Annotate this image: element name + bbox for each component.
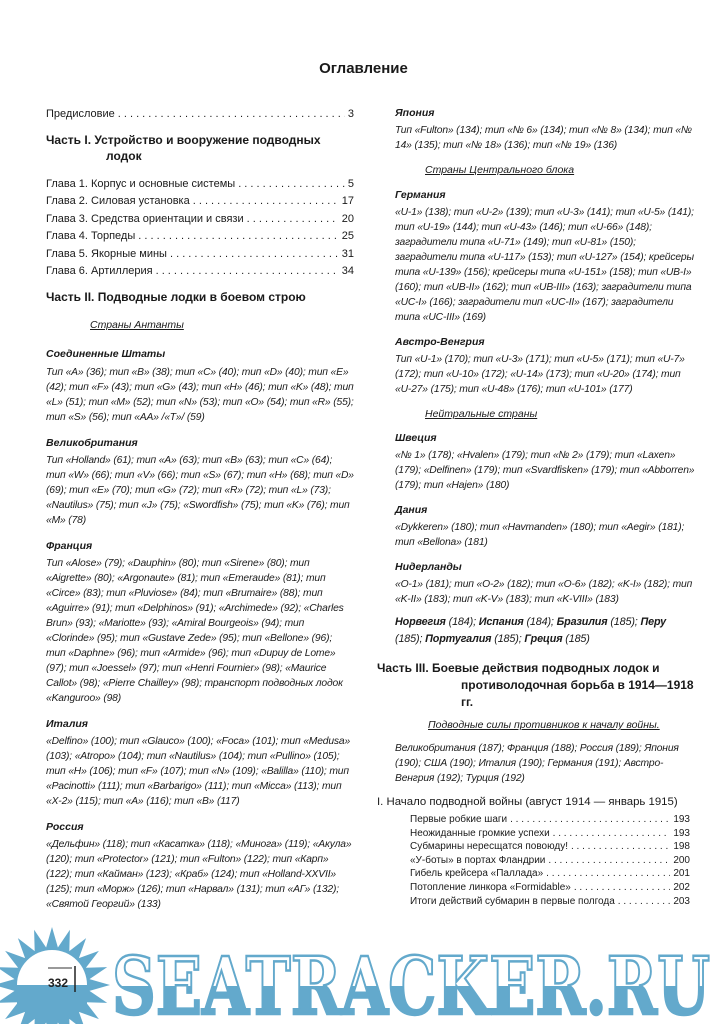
country-russia-entries: «Дельфин» (118); тип «Касатка» (118); «Минога» (119); «Акула» (120); тип «Protector» (121); тип «Fulton» (122); тип «Карп» (122); тип «Кайман» (123); «Краб» (124); тип «Holland-XXVII» (125); тип «Морж» (126); тип «Нарвал» (131); тип «АГ» (132); «Святой Георгий» (133) (46, 839, 352, 911)
entry-label: Итоги действий субмарин в первые полгода (410, 895, 615, 907)
watermark-text: SEATRACKER.RU (112, 939, 710, 1024)
entry-label: Глава 1. Корпус и основные системы (46, 178, 236, 190)
section-1-heading[interactable]: I. Начало подводной войны (август 1914 — январь 1915) (377, 796, 678, 808)
group-heading-forces: Подводные силы противников к началу войны. (428, 719, 660, 731)
leader-dots (170, 246, 339, 262)
leader-dots (238, 176, 345, 192)
country-netherlands: Нидерланды (395, 561, 462, 573)
country-name: Бразилия (556, 616, 608, 628)
country-austria-entries: Тип «U-1» (170); тип «U-3» (171); тип «U-5» (171); тип «U-7» (172); тип «U-10» (172); «U-14» (173); тип «U-20» (174); тип «U-27» (175); тип «U-48» (176); тип «U-101» (177) (395, 354, 685, 395)
entry-label: «У-боты» в портах Фландрии (410, 854, 546, 866)
toc-entry-preface[interactable] (46, 106, 354, 122)
toc-entry-chapter[interactable] (46, 211, 354, 228)
country-italy: Италия (46, 718, 88, 731)
page-number: 332 (48, 976, 69, 990)
leader-dots (548, 854, 670, 868)
entry-label: Глава 3. Средства ориентации и связи (46, 212, 244, 225)
leader-dots (193, 193, 339, 209)
section-1-list (410, 813, 690, 908)
entry-page: 20 (341, 212, 354, 225)
entry-label: Неожиданные громкие успехи (410, 827, 550, 839)
country-name: Греция (524, 633, 563, 645)
entry-page: 17 (341, 195, 354, 208)
toc-entry-chapter[interactable] (46, 176, 354, 193)
part-title-line: лодок (106, 149, 142, 163)
entry-label: Субмарины нересщатся повоюду! (410, 841, 568, 853)
leader-dots (247, 211, 339, 227)
group-heading-entente: Страны Антанты (90, 319, 184, 332)
country-page: (185); (610, 616, 638, 628)
toc-entry-chapter[interactable] (46, 228, 354, 245)
leader-dots (574, 881, 670, 895)
country-france-entries: Тип «Alose» (79); «Dauphin» (80); тип «Sirene» (80); тип «Aigrette» (80); «Argonaute» (81); тип «Emeraude» (81); тип «Circe» (83); тип «Pluviose» (84); тип «Brumaire» (88); тип «Aguirre» (91); тип «Delphinos» (91); «Archimede» (92); «Charles Brun» (93); «Mariotte» (93); «Amiral Bourgeois» (94); тип «Clorinde» (95); тип «Gustave Zede» (95); тип «Bellone» (96); тип «Daphne» (96); тип «Armide» (96); тип «Dupuy de Lome» (97); тип «Joessel» (97); тип «Henri Fournier» (98); «Maurice Callot» (98); «Pierre Chailley» (98); транспорт подводных лодок «Kanguroo» (98) (46, 558, 344, 705)
country-france: Франция (46, 540, 93, 553)
country-sweden: Швеция (395, 432, 437, 444)
leader-dots (553, 827, 671, 841)
right-column (377, 106, 695, 908)
toc-entry[interactable] (410, 854, 690, 868)
toc-entry[interactable] (410, 881, 690, 895)
toc-entry-chapter[interactable] (46, 263, 354, 280)
group-heading-central: Страны Центрального блока (425, 164, 575, 176)
chapter-list (46, 176, 354, 280)
other-neutral-countries (395, 614, 695, 648)
leader-dots (156, 263, 339, 279)
toc-entry[interactable] (410, 827, 690, 841)
entry-page: 34 (341, 264, 354, 277)
country-germany-entries: «U-1» (138); тип «U-2» (139); тип «U-3» (141); тип «U-5» (141); тип «U-19» (144); тип «U-43» (146); тип «U-66» (148); заградители типа «U-71» (149); тип «U-81» (150); заградители типа «U-117» (153); тип «U-127» (154); крейсеры типа «U-139» (156); крейсеры типа «U-151» (158); тип «UB-I» (160); тип «UB-II» (162); тип «UB-III» (163); заградители типа «UC-I» (166); заградители тип «UC-II» (167); заградители типа «UC-III» (169) (395, 207, 694, 323)
country-name: Перу (640, 616, 666, 628)
entry-page: 198 (673, 841, 690, 853)
country-page: (185); (494, 633, 522, 645)
entry-label: Глава 6. Артиллерия (46, 264, 153, 277)
entry-page: 193 (673, 814, 690, 825)
part-title-line: Часть III. Боевые действия подводных лодок и (377, 661, 660, 675)
entry-label: Предисловие (46, 108, 115, 120)
toc-entry-chapter[interactable] (46, 246, 354, 263)
country-usa-entries: Тип «A» (36); тип «B» (38); тип «C» (40); тип «D» (40); тип «E» (42); тип «F» (43); тип «G» (43); тип «H» (46); тип «K» (48); тип «L» (51); тип «M» (52); тип «N» (53); тип «O» (54); тип «R» (55); тип «S» (56); тип «AA» /«T»/ (59) (46, 367, 354, 424)
entry-label: Потопление линкора «Formidable» (410, 881, 571, 893)
entry-page: 3 (347, 108, 354, 120)
country-russia: Россия (46, 821, 84, 834)
part-3-heading[interactable] (377, 660, 695, 711)
leader-dots (118, 106, 345, 122)
entry-label: Гибель крейсера «Паллада» (410, 868, 544, 880)
country-page: (184); (448, 616, 476, 628)
country-italy-entries: «Delfino» (100); тип «Glauco» (100); «Foca» (101); тип «Medusa» (103); «Atropo» (104); тип «Nautilus» (104); тип «Pullino» (105); тип «H» (106); тип «F» (107); тип «N» (109); «Balilla» (110); тип «Pacinotti» (111); тип «Barbarigo» (111); тип «Micca» (113); тип «X-2» (115); тип «A» (116); тип «B» (117) (46, 736, 351, 808)
entry-page: 193 (673, 827, 690, 839)
country-uk-entries: Тип «Holland» (61); тип «A» (63); тип «B» (63); тип «C» (64); тип «W» (66); тип «V» (66); тип «S» (67); тип «H» (68); тип «D» (69); тип «E» (70); тип «G» (72); тип «R» (72); тип «L» (73); «Nautilus» (75); тип «J» (75); «Swordfish» (75); тип «K» (76); тип «M» (78) (46, 455, 354, 527)
country-denmark: Дания (395, 504, 428, 516)
toc-entry-chapter[interactable] (46, 193, 354, 210)
country-sweden-entries: «№ 1» (178); «Hvalen» (179); тип «№ 2» (179); тип «Laxen» (179); «Delfinen» (179); тип «Svardfisken» (179); тип «Abborren» (179); тип «Hajen» (180) (395, 450, 695, 491)
group-heading-neutral: Нейтральные страны (425, 408, 538, 420)
leader-dots (510, 813, 670, 827)
country-japan: Япония (395, 107, 435, 119)
part-title-line: противолодочная борьба в 1914—1918 гг. (461, 678, 694, 709)
left-column (46, 106, 354, 912)
watermark-overlay (0, 900, 727, 1024)
leader-dots (546, 867, 670, 881)
country-page: (185) (565, 633, 590, 645)
forces-entries: Великобритания (187); Франция (188); Россия (189); Япония (190); США (190); Италия (190); Германия (191); Австро-Венгрия (192); Турция (192) (395, 743, 679, 784)
part-2-heading[interactable]: Часть II. Подводные лодки в боевом строю (46, 290, 306, 305)
entry-label: Первые робкие шаги (410, 814, 508, 825)
entry-page: 31 (341, 247, 354, 260)
entry-page: 5 (347, 178, 354, 190)
entry-label: Глава 2. Силовая установка (46, 195, 190, 208)
entry-page: 202 (673, 881, 690, 893)
country-netherlands-entries: «O-1» (181); тип «O-2» (182); тип «O-6» (182); «K-I» (182); тип «K-II» (183); тип «K-V» (183); тип «K-VIII» (183) (395, 579, 693, 605)
entry-page: 201 (673, 868, 690, 880)
toc-entry[interactable] (410, 867, 690, 881)
country-page: (184); (526, 616, 554, 628)
page-title: Оглавление (319, 60, 408, 77)
country-japan-entries: Тип «Fulton» (134); тип «№ 6» (134); тип «№ 8» (134); тип «№ 14» (135); тип «№ 18» (136); тип «№ 19» (136) (395, 125, 692, 151)
country-name: Испания (478, 616, 524, 628)
leader-dots (571, 840, 670, 854)
entry-label: Глава 5. Якорные мины (46, 247, 167, 260)
country-page: (185); (395, 633, 423, 645)
country-denmark-entries: «Dykkeren» (180); тип «Havmanden» (180); тип «Aegir» (181); тип «Bellona» (181) (395, 522, 685, 548)
entry-label: Глава 4. Торпеды (46, 230, 136, 243)
part-1-heading[interactable] (46, 132, 354, 164)
part-title-line: Часть I. Устройство и вооружение подводных (46, 133, 321, 147)
toc-entry[interactable] (410, 813, 690, 827)
entry-page: 200 (673, 854, 690, 866)
country-germany: Германия (395, 189, 446, 201)
country-name: Норвегия (395, 616, 446, 628)
toc-entry[interactable] (410, 840, 690, 854)
country-austria: Австро-Венгрия (395, 336, 485, 348)
entry-page: 203 (673, 895, 690, 907)
leader-dots (138, 228, 338, 244)
entry-page: 25 (341, 230, 354, 243)
country-usa: Соединенные Штаты (46, 348, 166, 361)
country-uk: Великобритания (46, 437, 138, 450)
country-name: Португалия (425, 633, 492, 645)
